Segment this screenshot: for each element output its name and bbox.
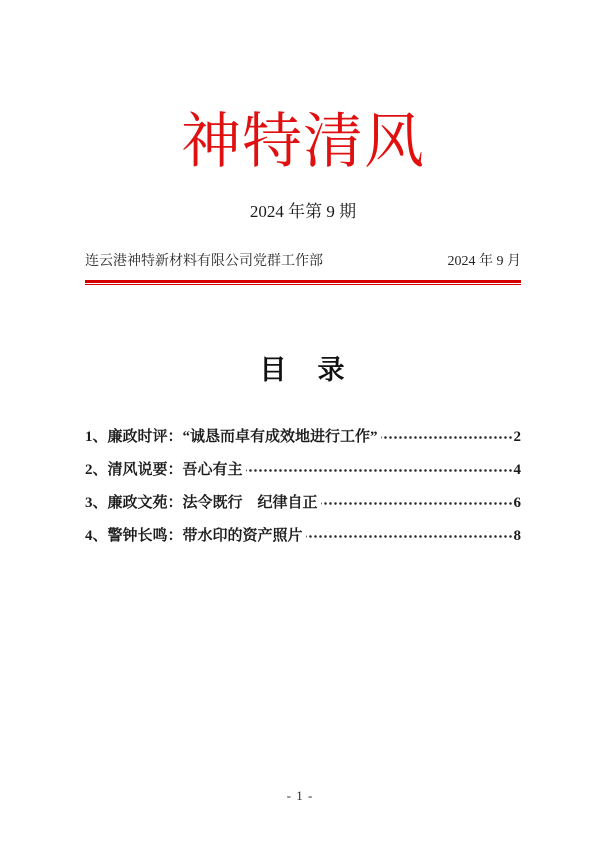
department-name: 连云港神特新材料有限公司党群工作部: [85, 254, 323, 269]
toc-leader-dots: [306, 520, 513, 553]
toc-item-page: 6: [513, 495, 521, 511]
toc-item-label: 4、警钟长鸣：带水印的资产照片: [85, 528, 303, 544]
meta-row: [85, 252, 521, 271]
toc-heading: 目 录: [259, 355, 347, 385]
issue-line: 2024 年第 9 期: [249, 202, 357, 221]
newsletter-title: 神特清风: [181, 109, 425, 175]
toc-list: [85, 421, 521, 553]
toc-leader-dots: [381, 421, 513, 454]
page-number-footer: - 1 -: [286, 788, 314, 803]
toc-item-label: 3、廉政文苑：法令既行 纪律自正: [85, 495, 318, 511]
toc-item[interactable]: [85, 421, 521, 454]
publish-date: 2024 年 9 月: [447, 254, 521, 269]
toc-item-page: 2: [513, 429, 521, 445]
toc-item-page: 8: [513, 528, 521, 544]
toc-item[interactable]: [85, 487, 521, 520]
toc-leader-dots: [246, 454, 513, 487]
toc-item[interactable]: [85, 454, 521, 487]
red-divider-line: [85, 280, 521, 285]
toc-leader-dots: [321, 487, 513, 520]
toc-item-label: 2、清风说要：吾心有主: [85, 462, 243, 478]
toc-item-page: 4: [513, 462, 521, 478]
toc-item-label: 1、廉政时评：“诚恳而卓有成效地进行工作”: [85, 429, 378, 445]
toc-item[interactable]: [85, 520, 521, 553]
